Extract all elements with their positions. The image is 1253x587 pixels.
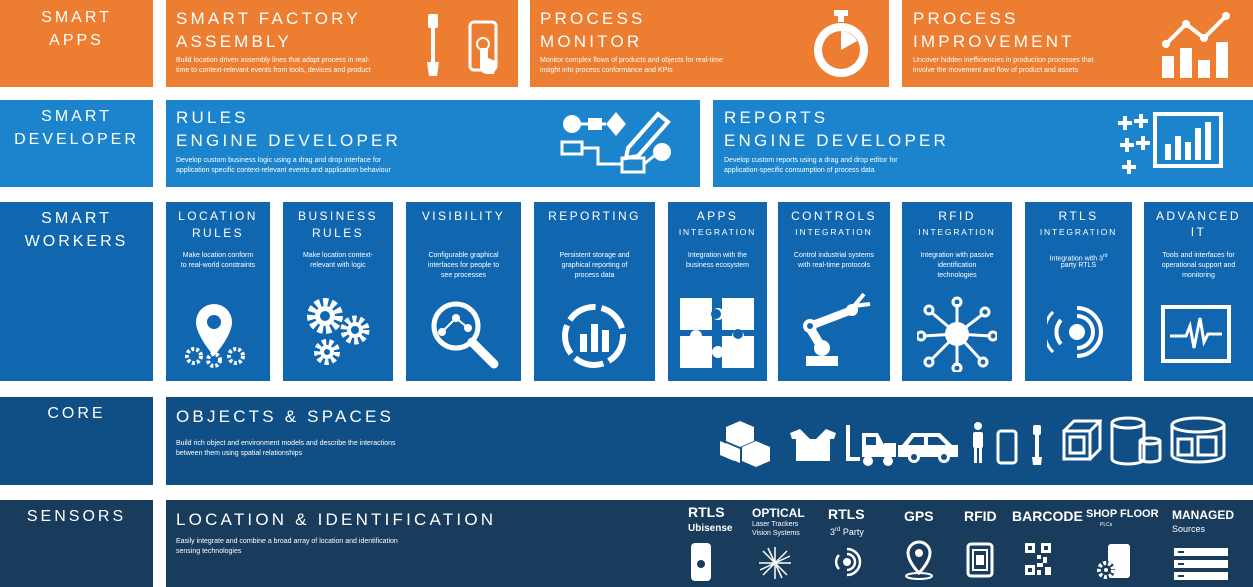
layer-label-line1: SMART	[41, 9, 112, 26]
worker-desc-line2: with real-time protocols	[798, 262, 870, 269]
worker-card-reporting[interactable]	[534, 202, 655, 381]
sensor-rtls-3rd-sub-pre: 3	[830, 527, 836, 537]
dev-desc-line1: Develop custom business logic using a drag and drop interface for	[176, 157, 382, 164]
app-desc-line2: involve the movement and flow of product and assets	[913, 67, 1078, 74]
worker-desc-line2: operational support and	[1161, 262, 1236, 269]
network-hub-icon	[917, 296, 997, 372]
worker-desc-line2: identification	[937, 262, 977, 269]
rfid-chip-icon	[966, 542, 994, 578]
worker-subtitle: INTEGRATION	[918, 227, 996, 237]
worker-title-line2: RULES	[191, 226, 244, 240]
worker-desc-line1: Configurable graphical	[428, 252, 499, 259]
app-title-line2: ASSEMBLY	[176, 32, 292, 51]
worker-desc-line3: monitoring	[1182, 272, 1215, 279]
worker-desc-line1: Persistent storage and	[559, 252, 630, 259]
core-desc-line1: Build rich object and environment models and describe the interactions	[176, 440, 396, 447]
server-rack-icon	[1174, 548, 1228, 580]
layer-label-line2: APPS	[49, 32, 104, 49]
app-desc-line1: Uncover hidden inefficiencies in production processes that	[913, 57, 1094, 64]
layer-label-line1: SMART	[41, 108, 112, 125]
dev-desc-line2: application-specific consumption of process data	[724, 167, 875, 174]
worker-desc-line1: Tools and interfaces for	[1162, 252, 1235, 259]
app-desc-line2: insight into process conformance and KPIs	[540, 67, 673, 74]
app-desc-line1: Monitor complex flows of products and objects for real-time	[540, 57, 723, 64]
location-gears-icon	[184, 302, 252, 368]
sensor-rtls-3rd-sub	[830, 527, 864, 537]
sensor-rfid-head: RFID	[964, 508, 997, 524]
dev-desc-line1: Develop custom reports using a drag and drop editor for	[724, 157, 898, 164]
worker-card-advanced-it[interactable]	[1144, 202, 1253, 381]
worker-desc-line1: Integration with the	[687, 252, 748, 259]
worker-subtitle: INTEGRATION	[795, 227, 873, 237]
cylinder-icon	[1108, 415, 1164, 467]
worker-title-line1: REPORTING	[548, 209, 641, 223]
worker-desc-line2: to real-world constraints	[180, 262, 256, 269]
worker-desc-line2: graphical reporting of	[561, 262, 628, 269]
app-title-line1: SMART FACTORY	[176, 9, 361, 28]
tool-touch-icon	[424, 12, 504, 80]
sensor-optical-sub1: Laser Trackers	[752, 521, 799, 528]
worker-subtitle: INTEGRATION	[1039, 227, 1118, 237]
person-icon	[970, 421, 986, 465]
worker-desc-line3: see processes	[440, 272, 487, 279]
qr-code-icon	[1024, 542, 1052, 576]
worker-desc-line3: process data	[574, 272, 615, 279]
sensor-managed-head: MANAGED	[1172, 508, 1234, 522]
sensor-optical-sub2: Vision Systems	[752, 530, 800, 537]
layer-label-smart-developer	[0, 100, 153, 187]
flow-editor-icon	[558, 108, 678, 180]
worker-desc-line2: interfaces for people to	[427, 262, 500, 269]
dev-card-rules-engine[interactable]	[166, 100, 700, 187]
dev-desc-line2: application specific context-relevant events and application behaviour	[176, 167, 391, 174]
layer-label-line2: WORKERS	[24, 233, 129, 250]
layer-label-core	[0, 397, 153, 485]
dev-title-line1: RULES	[176, 108, 249, 127]
app-desc-line2: time to context-relevant events from tools, devices and product	[176, 67, 371, 74]
worker-card-business-rules[interactable]	[283, 202, 393, 381]
layer-label-smart-workers	[0, 202, 153, 381]
laser-burst-icon	[758, 546, 792, 580]
layer-label-line1: SENSORS	[26, 508, 127, 525]
worker-card-location-rules[interactable]	[166, 202, 270, 381]
worker-title-line2: IT	[1190, 225, 1207, 239]
worker-desc-line2: business ecosystem	[685, 262, 750, 269]
worker-desc-sup: rd	[1102, 253, 1108, 259]
core-desc-line2: between them using spatial relationships	[176, 450, 303, 457]
gears-icon	[301, 294, 375, 368]
worker-title-line1: BUSINESS	[298, 209, 378, 223]
sensor-rtls-ubisense-sub: Ubisense	[688, 523, 733, 534]
forklift-icon	[846, 423, 898, 467]
core-card-objects-spaces[interactable]	[166, 397, 1253, 485]
growth-chart-icon	[1158, 10, 1236, 80]
worker-desc-line1: Make location conform	[182, 252, 254, 259]
worker-desc-line3: technologies	[937, 272, 977, 279]
worker-subtitle: INTEGRATION	[678, 227, 757, 237]
sensor-barcode-head: BARCODE	[1012, 508, 1083, 524]
sensors-card-location-identification[interactable]	[166, 500, 1253, 587]
worker-title-line2: RULES	[311, 226, 364, 240]
boxes-icon	[718, 419, 778, 467]
car-icon	[898, 429, 960, 463]
dev-title-line1: REPORTS	[724, 108, 829, 127]
signal-waves-icon	[1047, 298, 1111, 366]
phone-icon	[996, 429, 1018, 465]
report-gauge-icon	[558, 300, 630, 370]
app-title-line1: PROCESS	[913, 9, 1019, 28]
worker-desc-text: Integration with 3	[1049, 255, 1103, 263]
app-card-process-improvement[interactable]	[902, 0, 1253, 87]
stopwatch-icon	[810, 8, 872, 80]
sensor-rtls-ubisense-head: RTLS	[688, 504, 725, 520]
worker-desc-line1: Integration with passive	[920, 252, 994, 259]
worker-card-apps-integration[interactable]	[668, 202, 767, 381]
app-card-smart-factory-assembly[interactable]	[166, 0, 518, 87]
worker-title-line1: VISIBILITY	[421, 209, 506, 223]
worker-title-line1: CONTROLS	[791, 209, 877, 223]
signal-waves-small-icon	[832, 544, 862, 580]
worker-desc-line1: Control industrial systems	[793, 252, 875, 259]
puzzle-icon	[678, 296, 758, 370]
layer-label-smart-apps	[0, 0, 153, 87]
layer-label-line1: CORE	[47, 405, 106, 422]
layer-label-line1: SMART	[41, 210, 112, 227]
report-dashboard-icon	[1113, 110, 1225, 180]
worker-title-line1: APPS	[696, 209, 739, 223]
layer-label-line2: DEVELOPER	[14, 131, 139, 148]
dev-title-line2: ENGINE DEVELOPER	[724, 131, 950, 150]
plc-gear-icon	[1094, 542, 1134, 582]
monitor-pulse-icon	[1160, 304, 1232, 366]
magnifier-icon	[428, 298, 500, 370]
worker-title-line1: RFID	[938, 209, 976, 223]
worker-card-controls-integration[interactable]	[778, 202, 890, 381]
sensor-rtls-3rd-head: RTLS	[828, 506, 865, 522]
app-desc-line1: Build location driven assembly lines that adapt process in real-	[176, 57, 370, 64]
sensor-shopfloor-sub: PLCs	[1100, 522, 1113, 528]
worker-desc-line2: relevant with logic	[310, 262, 366, 269]
sensor-rtls-3rd-sub-sup: rd	[835, 527, 841, 533]
worker-card-rtls-integration[interactable]	[1025, 202, 1132, 381]
sensors-title: LOCATION & IDENTIFICATION	[176, 510, 497, 529]
ubisense-tag-icon	[690, 542, 712, 582]
sensor-rtls-3rd-sub-post: Party	[840, 527, 864, 537]
sensor-gps-head: GPS	[904, 508, 934, 524]
3d-cube-icon	[1060, 419, 1102, 463]
large-cylinder-icon	[1168, 415, 1228, 467]
worker-desc-line2: party RTLS	[1060, 262, 1097, 269]
worker-desc-line1: Make location context-	[302, 252, 374, 259]
tool-icon	[1032, 425, 1046, 467]
app-title-line2: IMPROVEMENT	[913, 32, 1075, 51]
core-title: OBJECTS & SPACES	[176, 407, 395, 426]
worker-card-rfid-integration[interactable]	[902, 202, 1012, 381]
app-title-line2: MONITOR	[540, 32, 643, 51]
sensors-desc-line2: sensing technologies	[176, 548, 242, 555]
robot-arm-icon	[792, 290, 878, 370]
worker-title-line1: ADVANCED	[1156, 209, 1241, 223]
app-card-process-monitor[interactable]	[530, 0, 889, 87]
open-box-icon	[790, 427, 836, 463]
sensor-managed-sub: Sources	[1172, 524, 1206, 534]
gps-pin-icon	[904, 540, 934, 580]
dev-card-reports-engine[interactable]	[713, 100, 1253, 187]
layer-label-sensors	[0, 500, 153, 587]
sensor-shopfloor-head: SHOP FLOOR	[1086, 508, 1159, 520]
worker-card-visibility[interactable]	[406, 202, 521, 381]
sensors-desc-line1: Easily integrate and combine a broad array of location and identification	[176, 538, 398, 545]
worker-title-line1: RTLS	[1058, 209, 1099, 223]
app-title-line1: PROCESS	[540, 9, 646, 28]
worker-title-line1: LOCATION	[178, 209, 258, 223]
dev-title-line2: ENGINE DEVELOPER	[176, 131, 402, 150]
sensor-optical-head: OPTICAL	[752, 506, 805, 520]
